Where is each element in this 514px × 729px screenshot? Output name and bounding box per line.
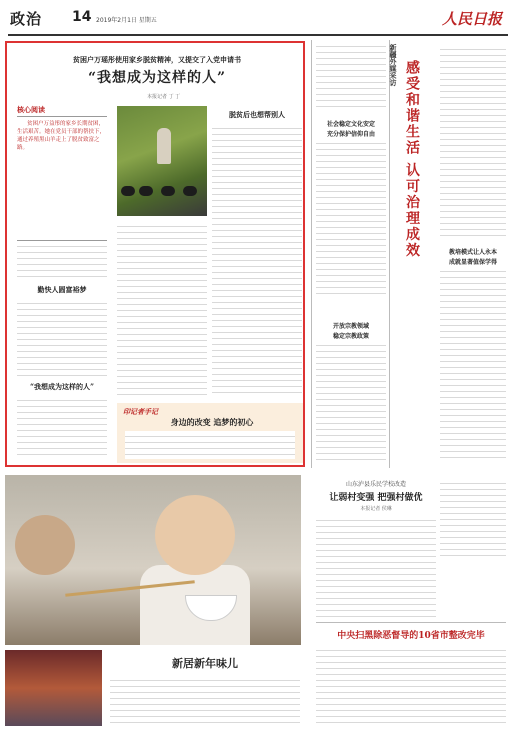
mid-heading-2: 充分保护信仰自由	[326, 131, 375, 138]
reporter-note-label: 印记者手记	[123, 407, 158, 416]
text-block	[17, 241, 107, 281]
article-column-left	[17, 241, 107, 455]
text-block	[440, 478, 506, 558]
mid-heading-1: 社会稳定文化安定	[326, 121, 375, 128]
text-block	[316, 515, 436, 625]
subheading-help-others: 脱贫后也想帮别人	[229, 110, 285, 119]
bottom-mid-byline: 本报记者 侯琳	[360, 506, 392, 512]
text-block	[316, 340, 386, 460]
bottom-headline: 新居新年味儿	[172, 657, 238, 670]
goat-shape	[161, 186, 175, 196]
text-block	[212, 213, 302, 397]
text-block	[110, 675, 300, 725]
subheading-diligent: 勤快人圆富裕梦	[37, 285, 87, 294]
farmer-figure	[157, 128, 171, 164]
child-eating-photo	[5, 475, 301, 645]
masthead-logo: 人民日报	[441, 10, 502, 28]
highlighted-article[interactable]	[5, 41, 305, 467]
bottom-mid-kicker: 山东泸县乐民学校改造	[345, 481, 406, 488]
page-number: 14	[72, 9, 92, 25]
bottom-mid-title: 让弱村变强 把强村做优	[329, 493, 423, 503]
bottom-mid-article	[316, 475, 436, 625]
farmer-goats-photo	[117, 106, 207, 216]
core-reading-text: 贫困户万益彤的家乡长期贫困，生活艰苦。她在党员干部的帮扶下，通过养殖黑山羊走上了脱贫致富之路。	[17, 121, 106, 151]
core-reading-box	[17, 116, 107, 241]
reporter-note-box	[117, 403, 303, 463]
article-title: “我想成为这样的人”	[87, 70, 227, 86]
bottom-right-headline: 中央扫黑除恶督导的10省市整改完毕	[337, 631, 485, 641]
section-title: 政治	[10, 10, 43, 28]
text-block	[117, 221, 207, 397]
column-rule	[311, 40, 312, 468]
text-block	[316, 138, 386, 298]
subheading-be-like: “我想成为这样的人”	[29, 382, 95, 391]
text-block	[440, 44, 506, 240]
publication-date: 2019年2月1日 星期五	[96, 17, 157, 24]
article-column-middle	[117, 221, 207, 397]
article-kicker: 贫困户万瑶彤使用家乡脱贫精神，又提交了入党申请书	[73, 55, 241, 64]
vertical-kicker: 新疆外媒采访	[389, 44, 398, 86]
reporter-note-title: 身边的改变 追梦的初心	[170, 417, 254, 427]
page-header	[8, 6, 508, 36]
article-column-right-lower	[212, 213, 302, 397]
goat-shape	[121, 186, 135, 196]
core-reading-label: 核心阅读	[17, 105, 45, 114]
article-column-right	[212, 106, 302, 219]
goat-shape	[183, 186, 197, 196]
mid-heading-4: 稳定宗教政策	[332, 333, 369, 340]
far-heading-1: 教培模式让人永本	[448, 249, 497, 256]
text-block	[212, 123, 302, 219]
text-block	[316, 645, 506, 725]
mid-heading-3: 开放宗教领域	[332, 323, 369, 330]
vertical-headline: 感受和谐生活 认可治理成效	[404, 60, 420, 259]
goat-shape	[139, 186, 153, 196]
reporter-note-text	[125, 431, 295, 459]
child-face	[155, 495, 235, 575]
text-block	[316, 41, 386, 111]
child-left-figure	[15, 515, 75, 575]
festival-photo	[5, 650, 102, 726]
article-byline: 本报记者 丁 丁	[147, 94, 181, 100]
section-rule	[316, 622, 506, 623]
far-heading-2: 成就显著值保学得	[448, 259, 497, 266]
text-block	[17, 395, 107, 455]
text-block	[17, 298, 107, 378]
text-block	[440, 266, 506, 462]
